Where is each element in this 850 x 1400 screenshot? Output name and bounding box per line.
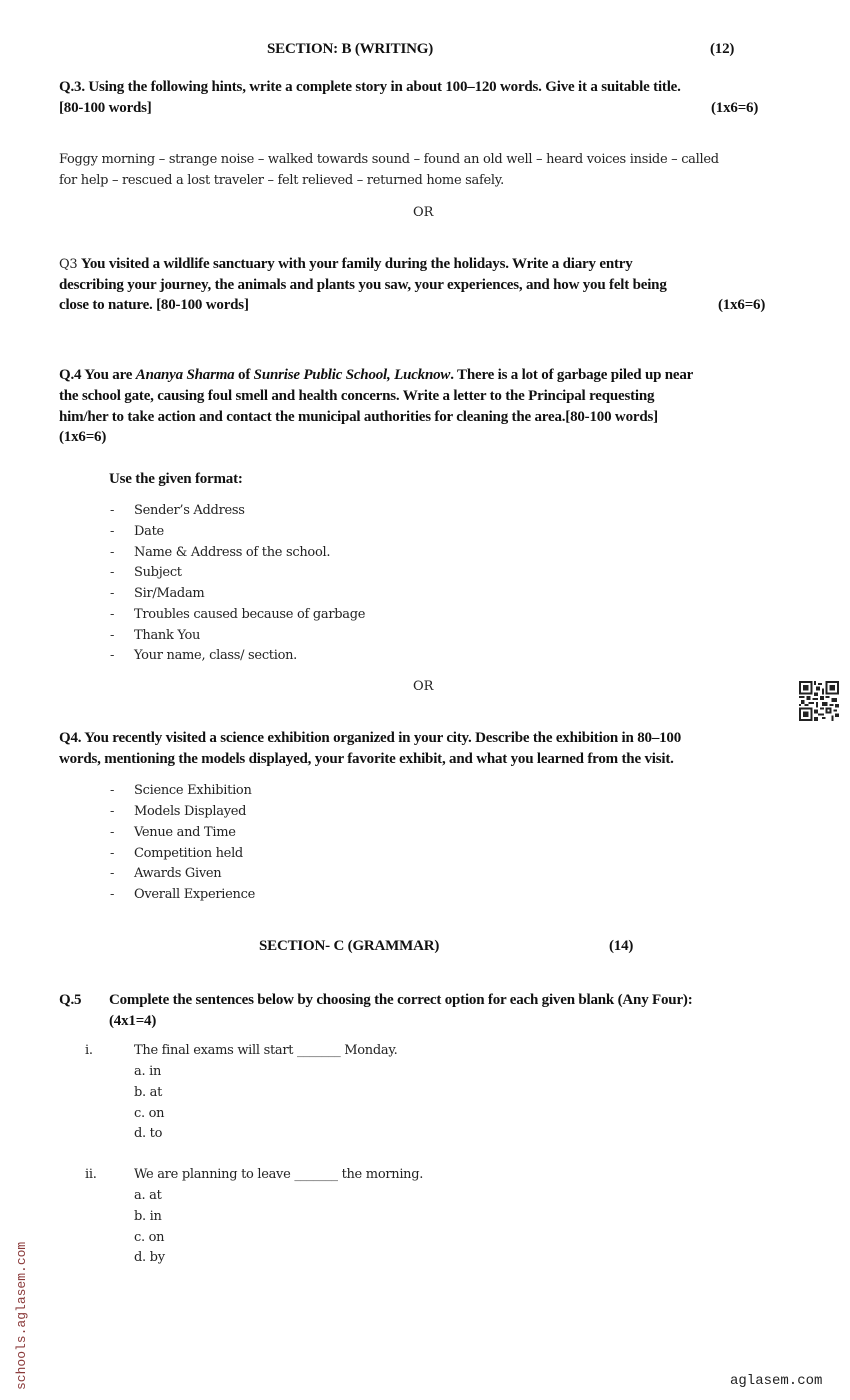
side-watermark: schools.aglasem.com (14, 1241, 29, 1390)
format-item: Name & Address of the school. (134, 545, 331, 560)
q3-diary-line3: close to nature. [80-100 words] (59, 297, 249, 313)
q4-letter-rest: . There is a lot of garbage piled up near (450, 367, 694, 383)
bullet-dash: - (110, 628, 115, 643)
format-item: Sender’s Address (134, 503, 245, 518)
bullet-dash: - (110, 804, 115, 819)
exhibition-item: Overall Experience (134, 887, 255, 902)
option: c. on (134, 1230, 165, 1245)
q4-letter-line3: him/her to take action and contact the municipal authorities for cleaning the area.[80-100 words] (59, 409, 658, 425)
or-divider-1: OR (413, 205, 434, 220)
question-number: ii. (85, 1167, 97, 1182)
format-item: Thank You (134, 628, 201, 643)
bullet-dash: - (110, 648, 115, 663)
bullet-dash: - (110, 545, 115, 560)
question-text: The final exams will start _______ Monday. (134, 1043, 398, 1058)
q5-label: Q.5 (59, 992, 82, 1008)
bullet-dash: - (110, 586, 115, 601)
q3-story-word-limit: [80-100 words] (59, 100, 152, 116)
qr-code-icon[interactable] (799, 681, 839, 721)
option: c. on (134, 1106, 165, 1121)
exhibition-item: Competition held (134, 846, 243, 861)
q3-hints-line1: Foggy morning – strange noise – walked towards sound – found an old well – heard voices inside – called (59, 152, 719, 167)
bullet-dash: - (110, 846, 115, 861)
bullet-dash: - (110, 866, 115, 881)
bullet-dash: - (110, 503, 115, 518)
format-item: Subject (134, 565, 182, 580)
q5-instruction: Complete the sentences below by choosing the correct option for each given blank (Any Four): (109, 992, 693, 1008)
bullet-dash: - (110, 887, 115, 902)
q3-story-marks: (1x6=6) (711, 100, 759, 116)
q4-letter-line1 (59, 367, 693, 384)
q4-letter-prefix: Q.4 You are (59, 367, 136, 383)
section-c-title: SECTION- C (GRAMMAR) (259, 938, 440, 954)
bullet-dash: - (110, 607, 115, 622)
section-c-marks: (14) (609, 938, 634, 954)
option: a. in (134, 1064, 162, 1079)
q4-letter-marks: (1x6=6) (59, 429, 107, 445)
q3-story-prompt-line1: Q.3. Using the following hints, write a complete story in about 100–120 words. Give it a suitable title. (59, 79, 681, 95)
format-item: Sir/Madam (134, 586, 205, 601)
exhibition-item: Science Exhibition (134, 783, 252, 798)
bullet-dash: - (110, 524, 115, 539)
bullet-dash: - (110, 825, 115, 840)
format-heading: Use the given format: (109, 471, 243, 487)
question-number: i. (85, 1043, 93, 1058)
exhibition-item: Awards Given (134, 866, 222, 881)
q4-exhibition-line2: words, mentioning the models displayed, your favorite exhibit, and what you learned from the visit. (59, 751, 674, 767)
or-divider-2: OR (413, 679, 434, 694)
bottom-watermark: aglasem.com (730, 1373, 823, 1389)
q5-marks: (4x1=4) (109, 1013, 157, 1029)
option: b. in (134, 1209, 162, 1224)
q3-hints-line2: for help – rescued a lost traveler – felt relieved – returned home safely. (59, 173, 504, 188)
q4-letter-line2: the school gate, causing foul smell and health concerns. Write a letter to the Principal requesting (59, 388, 655, 404)
option: b. at (134, 1085, 163, 1100)
question-text: We are planning to leave _______ the morning. (134, 1167, 424, 1182)
q4-sender-name: Ananya Sharma (135, 367, 235, 383)
q4-school-name: Sunrise Public School, Lucknow (253, 367, 451, 383)
option: d. to (134, 1126, 163, 1141)
format-item: Your name, class/ section. (134, 648, 298, 663)
section-b-title: SECTION: B (WRITING) (267, 41, 434, 57)
exhibition-item: Models Displayed (134, 804, 247, 819)
option: a. at (134, 1188, 162, 1203)
q3-diary-text-line1: You visited a wildlife sanctuary with your family during the holidays. Write a diary entry (80, 256, 633, 272)
format-item: Troubles caused because of garbage (134, 607, 366, 622)
bullet-dash: - (110, 565, 115, 580)
exhibition-item: Venue and Time (134, 825, 236, 840)
q4-exhibition-line1: Q4. You recently visited a science exhibition organized in your city. Describe the exhibition in 80–100 (59, 730, 682, 746)
q4-of: of (234, 367, 254, 383)
q3-diary-line2: describing your journey, the animals and plants you saw, your experiences, and how you felt being (59, 277, 667, 293)
q3-diary-line1 (59, 256, 633, 273)
q3-diary-marks: (1x6=6) (718, 297, 766, 313)
option: d. by (134, 1250, 165, 1265)
format-item: Date (134, 524, 164, 539)
q3-diary-label: Q3 (59, 257, 78, 272)
bullet-dash: - (110, 783, 115, 798)
section-b-marks: (12) (710, 41, 735, 57)
